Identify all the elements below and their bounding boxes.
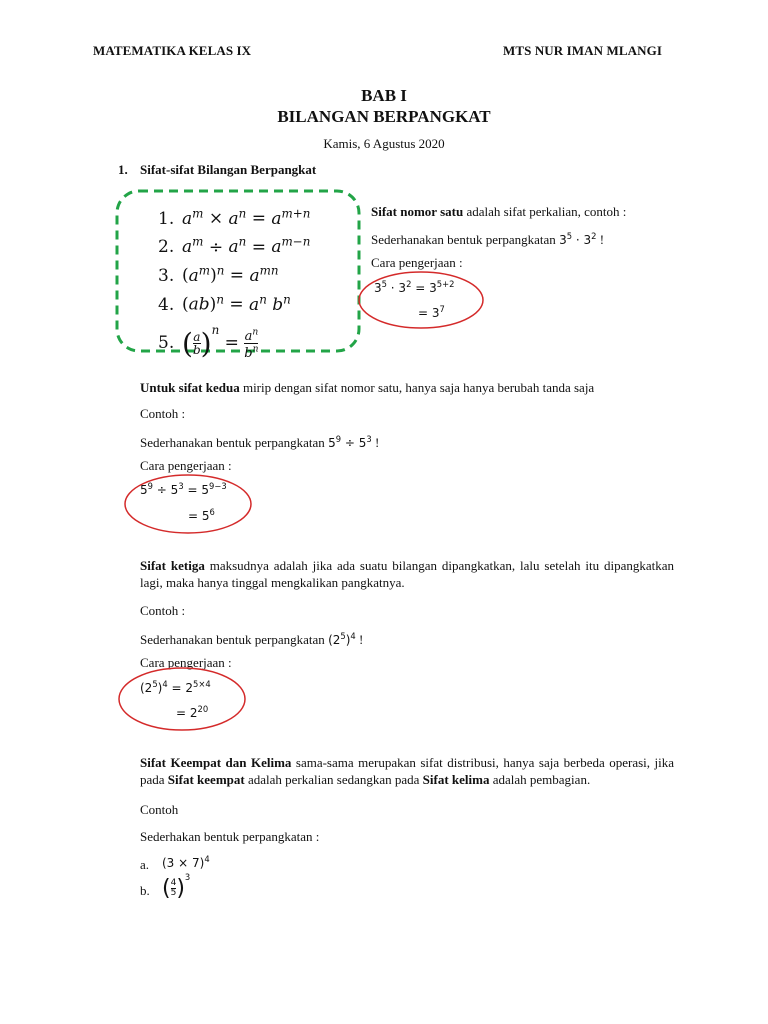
sifat3-step1: $(2^5)^4 = 2^{5\times 4}$	[140, 679, 211, 695]
chapter-title: BILANGAN BERPANGKAT	[277, 107, 491, 126]
rule-5: 5. ( $\frac{a}{b}$ )$^n$ = $\frac{a^n}{b^n}$	[158, 322, 259, 361]
header-left: MATEMATIKA KELAS IX	[93, 43, 252, 58]
example-a-label: a.	[140, 857, 150, 872]
sifat2-intro: Untuk sifat kedua mirip dengan sifat nomor satu, hanya saja hanya berubah tanda saja	[140, 380, 595, 395]
sifat45-simplify: Sederhakan bentuk perpangkatan :	[140, 829, 320, 844]
sifat3-cara: Cara pengerjaan :	[140, 655, 232, 670]
sifat2-contoh: Contoh :	[140, 406, 186, 421]
sifat2-answer-circle	[123, 473, 255, 535]
sifat3-simplify: Sederhanakan bentuk perpangkatan $(2^5)^4$ !	[140, 631, 364, 647]
example-a-expression: $(3 \times 7)^4$	[162, 854, 210, 870]
example-b-label: b.	[140, 883, 150, 898]
header-right: MTS NUR IMAN MLANGI	[503, 43, 662, 58]
example-b-expression: ( $\frac{4}{5}$ )$^3$	[162, 872, 191, 901]
sifat3-intro: Sifat ketiga maksudnya adalah jika ada suatu bilangan dipangkatkan, lalu setelah itu dipangkatkan lagi, maka hanya tinggal mengkalikan pangkatnya.	[140, 558, 674, 590]
sifat2-simplify: Sederhanakan bentuk perpangkatan $5^9 \div 5^3$ !	[140, 434, 380, 450]
sifat2-step2: = $5^6$	[188, 507, 215, 523]
date-line: Kamis, 6 Agustus 2020	[323, 136, 445, 151]
sifat1-cara: Cara pengerjaan :	[371, 255, 463, 270]
sifat1-intro: Sifat nomor satu adalah sifat perkalian, contoh :	[371, 204, 627, 219]
sifat3-answer-circle	[117, 666, 249, 732]
sifat1-step2: = $3^7$	[418, 304, 445, 320]
section-heading: Sifat-sifat Bilangan Berpangkat	[140, 162, 317, 177]
rule-4: 4. $(ab)^n = a^n$ $b^n$	[158, 291, 291, 315]
section-number: 1.	[118, 162, 128, 177]
chapter-number: BAB I	[361, 86, 407, 105]
sifat45-contoh: Contoh	[140, 802, 179, 817]
sifat45-intro: Sifat Keempat dan Kelima sama-sama merupakan sifat distribusi, hanya saja berbeda operasi, jika pada Sifat keempat adalah perkalian sedangkan pada Sifat kelima adalah pembagian.	[140, 755, 675, 787]
sifat3-contoh: Contoh :	[140, 603, 186, 618]
rule-1: 1. $a^m \times a^n = a^{m+n}$	[158, 206, 311, 229]
rule-2: 2. $a^m \div a^n = a^{m-n}$	[158, 234, 311, 258]
sifat2-step1: $5^9 \div 5^3 = 5^{9-3}$	[140, 481, 227, 497]
rules-list	[158, 202, 358, 360]
sifat2-cara: Cara pengerjaan :	[140, 458, 232, 473]
sifat1-answer-circle	[357, 270, 487, 330]
sifat1-simplify: Sederhanakan bentuk perpangkatan $3^5 \cdot 3^2$ !	[371, 231, 605, 247]
sifat3-step2: = $2^{20}$	[176, 704, 209, 720]
sifat1-step1: $3^5 \cdot 3^2 = 3^{5+2}$	[374, 279, 455, 295]
rule-3: 3. $(a^m)^n = a^{mn}$	[158, 263, 279, 286]
